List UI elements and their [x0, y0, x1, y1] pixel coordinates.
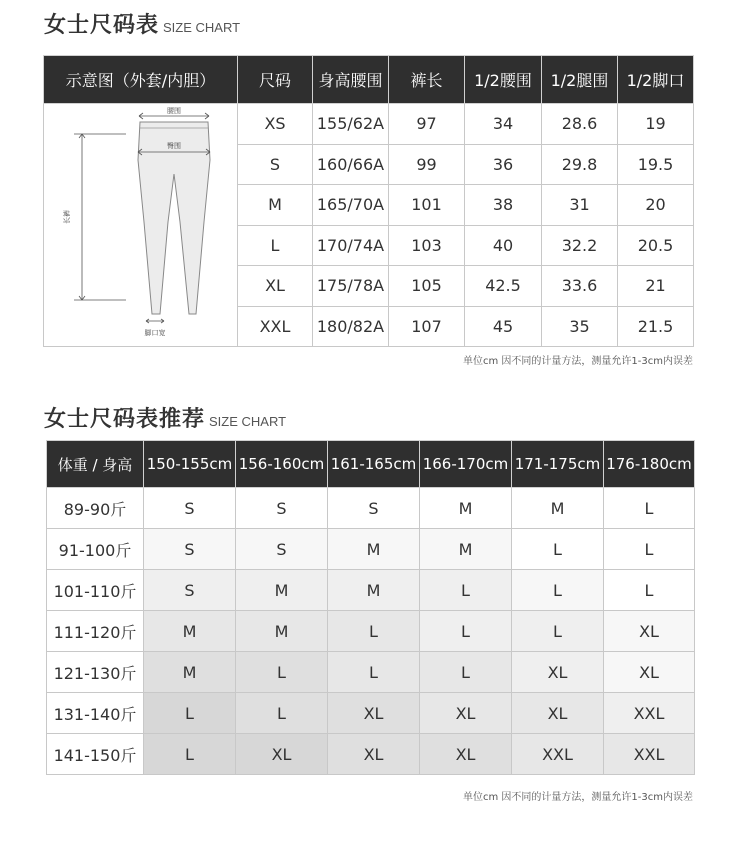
cell-pant-length: 103	[389, 225, 465, 266]
cell-size: L	[604, 529, 695, 570]
recommend-header-row	[47, 441, 695, 488]
cell-size: XXL	[604, 734, 695, 775]
table-row	[47, 652, 695, 693]
ankle-label: 脚口宽	[144, 329, 166, 337]
cell-pant-length: 101	[389, 185, 465, 226]
cell-size: M	[420, 488, 512, 529]
table-row	[47, 570, 695, 611]
cell-size: XXL	[238, 306, 313, 347]
header-height-range: 161-165cm	[328, 441, 420, 488]
header-diagram: 示意图（外套/内胆）	[44, 56, 238, 104]
cell-weight: 101-110斤	[47, 570, 144, 611]
cell-pant-length: 99	[389, 144, 465, 185]
cell-size: L	[512, 570, 604, 611]
cell-size: L	[512, 529, 604, 570]
header-height-range: 150-155cm	[144, 441, 236, 488]
header-height-range: 166-170cm	[420, 441, 512, 488]
cell-size: XL	[512, 652, 604, 693]
cell-size: L	[236, 693, 328, 734]
cell-pant-length: 107	[389, 306, 465, 347]
cell-half-thigh: 29.8	[542, 144, 618, 185]
cell-size: S	[328, 488, 420, 529]
table-row	[47, 611, 695, 652]
cell-size: S	[236, 529, 328, 570]
cell-half-waist: 38	[465, 185, 542, 226]
header-size: 尺码	[238, 56, 313, 104]
cell-size: XL	[238, 266, 313, 307]
cell-half-waist: 34	[465, 104, 542, 145]
header-height-range: 176-180cm	[604, 441, 695, 488]
length-label: 长裤	[63, 210, 71, 224]
cell-half-thigh: 33.6	[542, 266, 618, 307]
cell-half-hem: 21	[618, 266, 694, 307]
header-pant-length: 裤长	[389, 56, 465, 104]
cell-size: L	[328, 652, 420, 693]
cell-size: L	[604, 488, 695, 529]
cell-half-thigh: 31	[542, 185, 618, 226]
cell-weight: 121-130斤	[47, 652, 144, 693]
header-weight-height: 体重 / 身高	[47, 441, 144, 488]
cell-weight: 141-150斤	[47, 734, 144, 775]
size-chart-title-text: 女士尺码表	[44, 13, 160, 38]
cell-size: M	[512, 488, 604, 529]
cell-size: L	[236, 652, 328, 693]
cell-size: L	[512, 611, 604, 652]
table-row	[44, 104, 694, 145]
recommend-title	[44, 402, 286, 433]
cell-size: XL	[420, 693, 512, 734]
cell-weight: 111-120斤	[47, 611, 144, 652]
cell-size: L	[420, 570, 512, 611]
cell-half-waist: 40	[465, 225, 542, 266]
cell-height-waist: 170/74A	[313, 225, 389, 266]
leggings-illustration	[44, 104, 238, 342]
cell-half-hem: 19	[618, 104, 694, 145]
cell-weight: 89-90斤	[47, 488, 144, 529]
cell-size: L	[420, 652, 512, 693]
header-height-waist: 身高腰围	[313, 56, 389, 104]
cell-height-waist: 165/70A	[313, 185, 389, 226]
cell-size: L	[328, 611, 420, 652]
cell-size: L	[420, 611, 512, 652]
cell-height-waist: 160/66A	[313, 144, 389, 185]
cell-size: M	[236, 611, 328, 652]
size-chart-subtitle: SIZE CHART	[163, 20, 241, 35]
cell-half-thigh: 32.2	[542, 225, 618, 266]
cell-weight: 131-140斤	[47, 693, 144, 734]
size-chart-table	[43, 55, 694, 347]
cell-half-hem: 20.5	[618, 225, 694, 266]
cell-size: XL	[236, 734, 328, 775]
cell-half-waist: 36	[465, 144, 542, 185]
cell-size: S	[144, 488, 236, 529]
cell-size: S	[238, 144, 313, 185]
cell-height-waist: 175/78A	[313, 266, 389, 307]
table-row	[47, 529, 695, 570]
hip-label: 臀围	[167, 142, 181, 150]
cell-size: M	[144, 652, 236, 693]
cell-half-hem: 21.5	[618, 306, 694, 347]
cell-size: XXL	[512, 734, 604, 775]
cell-half-hem: 20	[618, 185, 694, 226]
cell-size: L	[604, 570, 695, 611]
cell-weight: 91-100斤	[47, 529, 144, 570]
cell-size: XL	[512, 693, 604, 734]
cell-size: M	[144, 611, 236, 652]
measurement-note: 单位cm 因不同的计量方法，测量允许1-3cm内误差	[463, 356, 693, 367]
cell-size: M	[238, 185, 313, 226]
table-row	[47, 488, 695, 529]
cell-pant-length: 97	[389, 104, 465, 145]
cell-half-hem: 19.5	[618, 144, 694, 185]
cell-pant-length: 105	[389, 266, 465, 307]
size-chart-title	[44, 8, 240, 39]
cell-size: XXL	[604, 693, 695, 734]
cell-height-waist: 180/82A	[313, 306, 389, 347]
cell-size: S	[144, 570, 236, 611]
header-half-hem: 1/2脚口	[618, 56, 694, 104]
cell-size: M	[236, 570, 328, 611]
cell-half-waist: 42.5	[465, 266, 542, 307]
leggings-diagram	[44, 104, 238, 347]
cell-size: L	[238, 225, 313, 266]
cell-size: S	[144, 529, 236, 570]
cell-size: L	[144, 734, 236, 775]
cell-size: XL	[328, 693, 420, 734]
header-height-range: 171-175cm	[512, 441, 604, 488]
recommend-title-text: 女士尺码表推荐	[44, 407, 206, 432]
cell-size: XL	[604, 652, 695, 693]
header-half-thigh: 1/2腿围	[542, 56, 618, 104]
recommend-table	[46, 440, 695, 775]
size-chart-header-row	[44, 56, 694, 104]
cell-size: XL	[604, 611, 695, 652]
cell-size: S	[236, 488, 328, 529]
recommend-subtitle: SIZE CHART	[209, 414, 287, 429]
header-height-range: 156-160cm	[236, 441, 328, 488]
waist-label: 腰围	[167, 107, 181, 115]
cell-height-waist: 155/62A	[313, 104, 389, 145]
header-half-waist: 1/2腰围	[465, 56, 542, 104]
cell-half-waist: 45	[465, 306, 542, 347]
cell-size: XL	[420, 734, 512, 775]
leggings-shape	[138, 122, 210, 314]
cell-half-thigh: 28.6	[542, 104, 618, 145]
cell-size: M	[328, 529, 420, 570]
cell-size: XS	[238, 104, 313, 145]
cell-size: M	[420, 529, 512, 570]
cell-size: L	[144, 693, 236, 734]
cell-half-thigh: 35	[542, 306, 618, 347]
cell-size: XL	[328, 734, 420, 775]
cell-size: M	[328, 570, 420, 611]
table-row	[47, 693, 695, 734]
recommend-note: 单位cm 因不同的计量方法，测量允许1-3cm内误差	[463, 792, 693, 803]
table-row	[47, 734, 695, 775]
